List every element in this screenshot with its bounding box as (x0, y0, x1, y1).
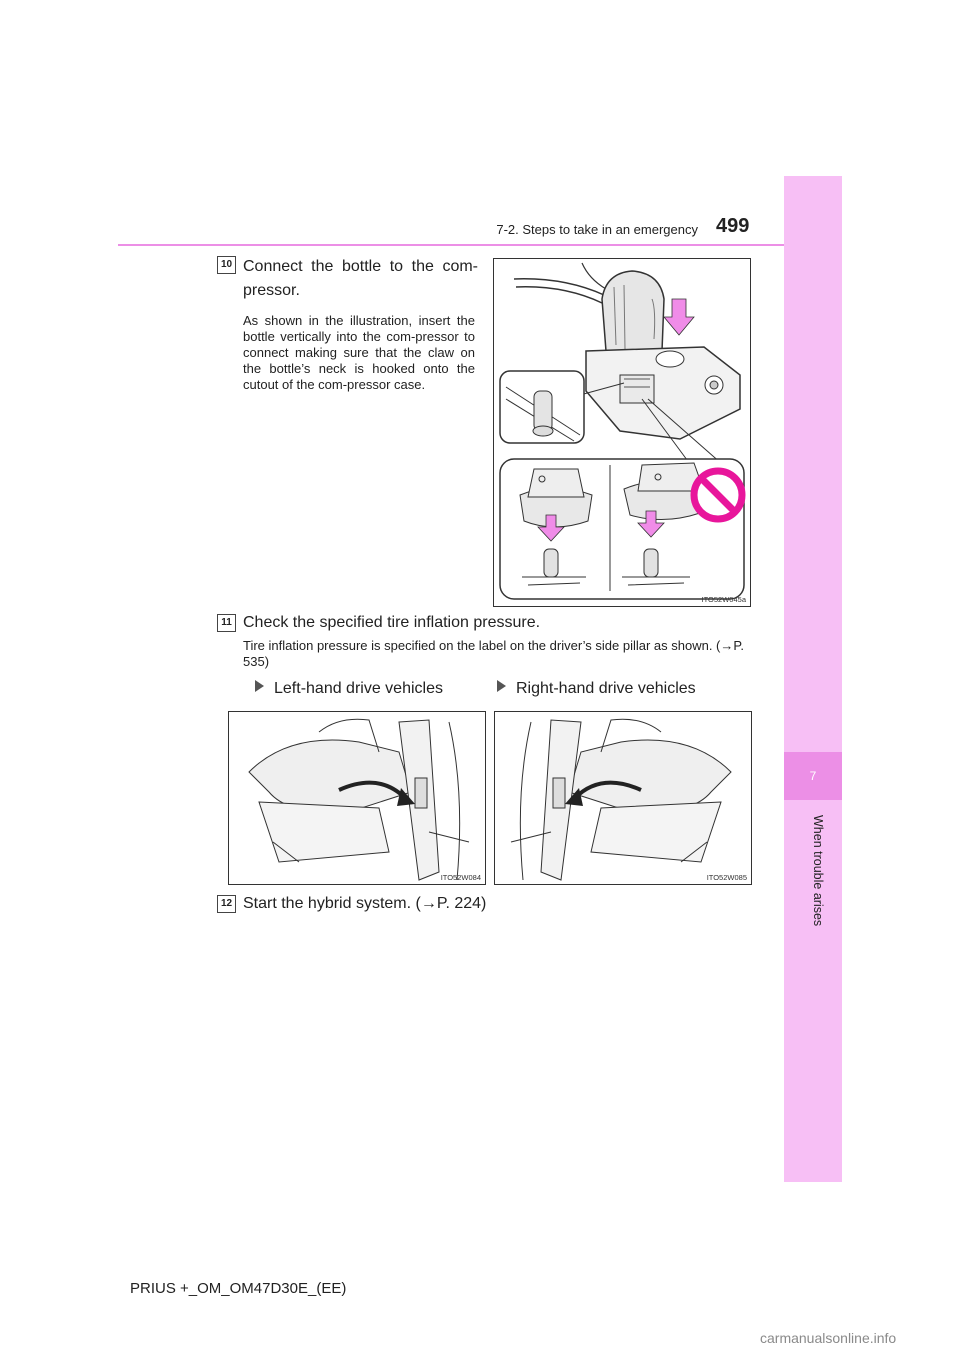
right-hand-drawing (495, 712, 751, 884)
left-hand-pillar-illustration (228, 711, 486, 885)
variant-label-text: Right-hand drive vehicles (516, 680, 696, 697)
step-title: Check the specified tire inflation pressure. (243, 614, 541, 631)
variant-label-left-hand (255, 680, 443, 698)
figure-code: ITO52W085 (706, 873, 747, 882)
variant-label-text: Left-hand drive vehicles (274, 680, 443, 697)
chapter-side-tab (784, 176, 842, 1182)
chapter-number-box (784, 752, 842, 800)
triangle-bullet-icon (497, 680, 506, 692)
left-hand-drawing (229, 712, 485, 884)
chapter-number: 7 (809, 769, 817, 783)
triangle-bullet-icon (255, 680, 264, 692)
bottle-compressor-drawing (494, 259, 750, 606)
right-hand-pillar-illustration (494, 711, 752, 885)
bottle-compressor-illustration (493, 258, 751, 607)
document-code: PRIUS +_OM_OM47D30E_(EE) (130, 1280, 347, 1297)
section-title: 7-2. Steps to take in an emergency (496, 222, 698, 237)
variant-label-right-hand (497, 680, 696, 698)
step-description: Tire inflation pressure is specified on the label on the driver’s side pillar as shown. (→P. 535) (243, 638, 744, 669)
page-number: 499 (716, 215, 750, 237)
step-number-badge: 11 (217, 614, 236, 632)
figure-code: ITO52W045a (701, 595, 746, 604)
step-title: Connect the bottle to the com-pressor. (243, 258, 478, 299)
watermark: carmanualsonline.info (760, 1330, 897, 1346)
step-number-badge: 10 (217, 256, 236, 274)
figure-code: ITO52W084 (440, 873, 481, 882)
step-number-badge: 12 (217, 895, 236, 913)
step-title: Start the hybrid system. (→P. 224) (243, 895, 487, 912)
header-rule (118, 244, 784, 246)
prohibited-icon (694, 471, 742, 519)
chapter-title: When trouble arises (811, 815, 825, 927)
step-description: As shown in the illustration, insert the bottle vertically into the com-pressor to connect making sure that the claw on the bottle’s neck is hooked onto the cutout of the com-pressor case. (243, 313, 475, 392)
